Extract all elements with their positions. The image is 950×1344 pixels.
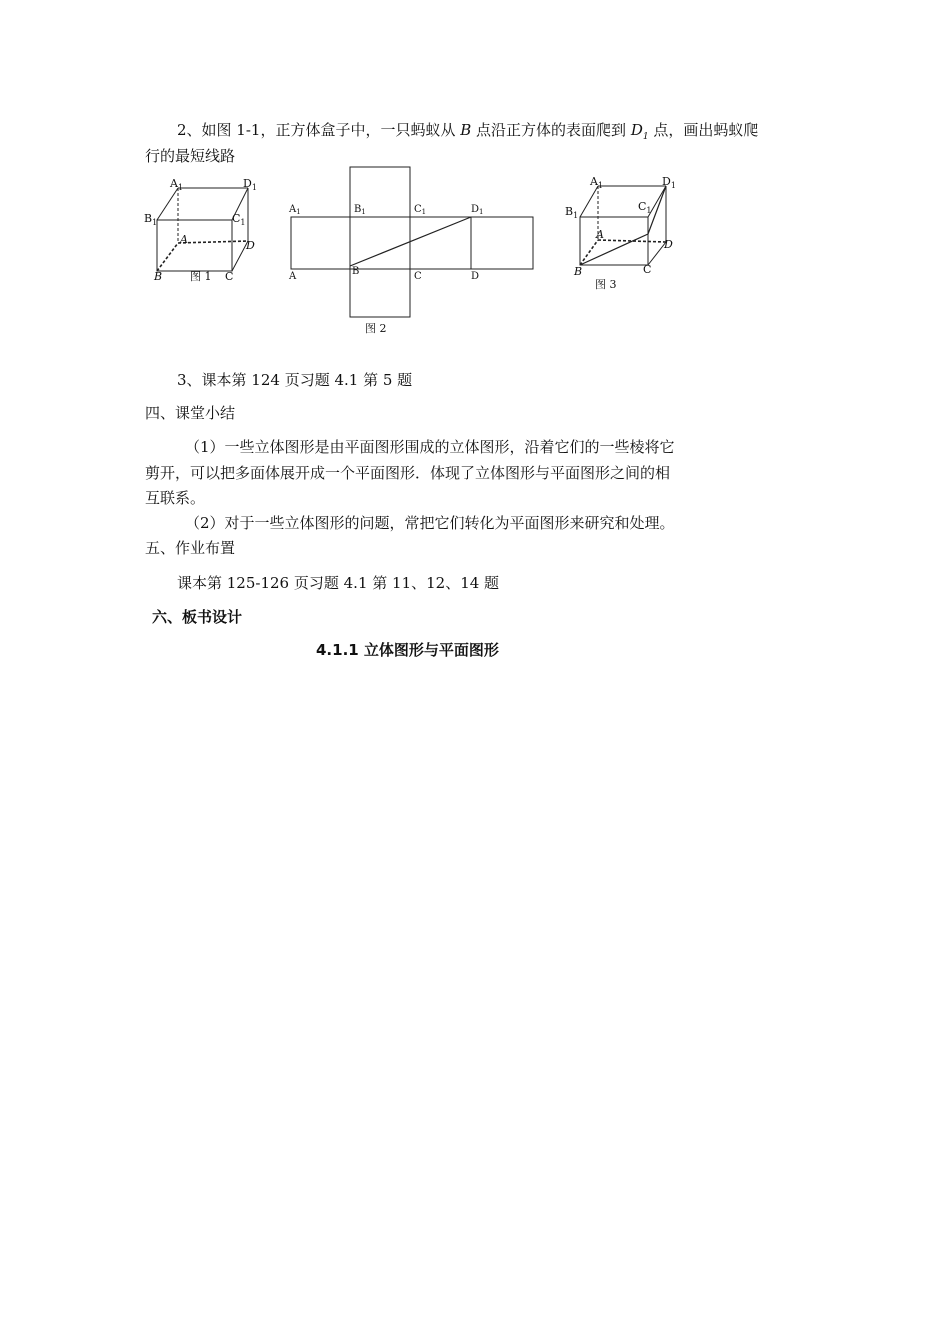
point-d1: $D_1$ [630,121,649,142]
summary-p2: （2）对于一些立体图形的问题，常把它们转化为平面图形来研究和处理。 [185,514,675,532]
fig1-label-a1: $A_1$ [170,177,184,192]
fig1-label-d: D [246,239,255,252]
problem-2-line-2: 行的最短线路 [145,147,236,165]
fig3-label-b: B [574,265,583,278]
section-5-heading: 五、作业布置 [145,539,236,557]
fig2-label-c: C [414,271,422,282]
board-title: 4.1.1 立体图形与平面图形 [316,641,499,659]
fig2-label-d: D [471,271,480,282]
fig1-label-d1: $D_1$ [243,177,257,192]
fig1-label-a: A [180,233,188,246]
fig2-label-d1: $D_1$ [471,204,484,216]
section-6-heading: 六、板书设计 [152,608,243,626]
fig1-label-b: B [154,270,163,283]
fig2-label-b1: $B_1$ [354,204,366,216]
fig3-caption: 图 3 [595,278,617,291]
summary-p1-line-2: 剪开，可以把多面体展开成一个平面图形．体现了立体图形与平面图形之间的相 [145,464,671,482]
fig2-label-a1: $A_1$ [289,204,301,216]
figure-2-net [283,162,543,337]
problem-2-text-a: 2、如图 1-1，正方体盒子中，一只蚂蚁从 [177,121,461,139]
fig3-label-d: D [664,238,673,251]
fig1-caption: 图 1 [190,270,212,283]
fig3-label-c1: $C_1$ [638,200,652,215]
point-b: B [460,121,472,139]
fig3-label-b1: $B_1$ [565,205,579,220]
section-4-heading: 四、课堂小结 [145,404,236,422]
fig1-label-b1: $B_1$ [144,212,158,227]
problem-2-text-b: 点沿正方体的表面爬到 [471,121,631,139]
fig1-label-c1: $C_1$ [232,212,246,227]
fig3-label-a: A [596,228,604,241]
homework-text: 课本第 125-126 页习题 4.1 第 11、12、14 题 [177,574,500,592]
fig3-label-a1: $A_1$ [590,175,604,190]
fig3-label-c: C [643,263,652,276]
summary-p1-line-3: 互联系。 [145,489,206,507]
fig1-label-c: C [225,270,234,283]
fig2-label-c1: $C_1$ [414,204,427,216]
problem-2-text-c: 点，画出蚂蚁爬 [648,121,759,139]
fig2-label-a: A [289,271,297,282]
fig2-label-b: B [352,266,360,277]
summary-p1-line-1: （1）一些立体图形是由平面图形围成的立体图形，沿着它们的一些棱将它 [185,438,675,456]
problem-3: 3、课本第 124 页习题 4.1 第 5 题 [177,371,413,389]
fig3-label-d1: $D_1$ [662,175,676,190]
problem-2-line-1 [177,120,758,147]
figure-3-cube [560,172,680,292]
figure-1-cube [140,175,260,285]
fig2-caption: 图 2 [365,322,387,335]
